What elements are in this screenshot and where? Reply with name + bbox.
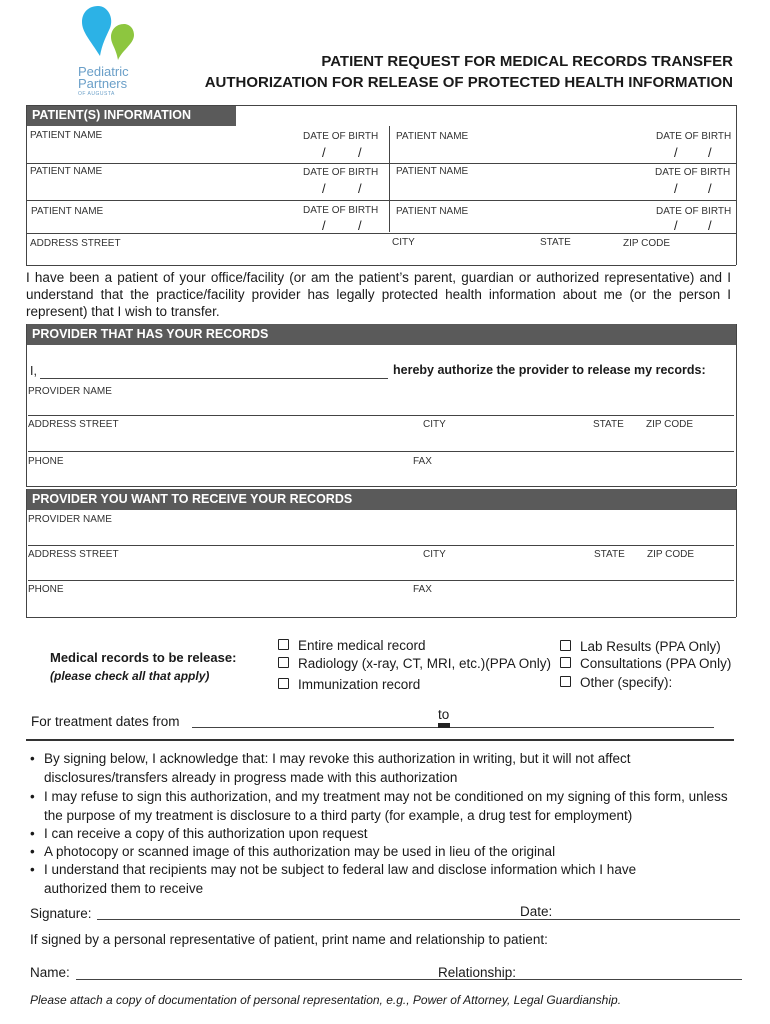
option-entire-record: Entire medical record: [298, 638, 426, 653]
treatment-dates-label: For treatment dates from: [31, 714, 180, 729]
dob-label-6: DATE OF BIRTH: [656, 206, 732, 217]
checkbox-icon: [560, 657, 571, 668]
form-title-line2: AUTHORIZATION FOR RELEASE OF PROTECTED HEALTH INFORMATION: [204, 74, 733, 91]
dob-label-2: DATE OF BIRTH: [656, 131, 732, 142]
acknowledge-bullet-2: • I may refuse to sign this authorization, and my treatment may not be conditioned on my signing of this form, unless the purpose of my treatment is disclosure to a third party (for example, a drug test for employment): [30, 789, 728, 823]
provider-receive-address-label: ADDRESS STREET: [28, 549, 119, 560]
checkbox-other[interactable]: [560, 675, 672, 690]
footer-note: Please attach a copy of documentation of personal representation, e.g., Power of Attorney, Legal Guardianship.: [30, 993, 622, 1007]
name-line[interactable]: [76, 979, 742, 980]
checkbox-entire-record[interactable]: [278, 638, 426, 653]
to-marker: [438, 723, 450, 728]
form-title-line1: PATIENT REQUEST FOR MEDICAL RECORDS TRANSFER: [321, 53, 733, 70]
checkbox-icon: [278, 657, 289, 668]
dob-sep: /: [322, 218, 326, 233]
records-label: Medical records to be release:: [50, 650, 237, 665]
provider-receive-address-line[interactable]: [28, 580, 734, 581]
dob-label-1: DATE OF BIRTH: [303, 131, 379, 142]
patient-name-label-6: PATIENT NAME: [396, 206, 469, 217]
dob-label-5: DATE OF BIRTH: [303, 205, 379, 216]
bullet-text: I may refuse to sign this authorization, and my treatment may not be conditioned on my signing of this form, unless the purpose of my treatment is disclosure to a third party (for example, a drug test for employment): [44, 789, 728, 823]
bullet-text: A photocopy or scanned image of this authorization may be used in lieu of the original: [44, 844, 556, 859]
provider-receive-city-label: CITY: [423, 549, 446, 560]
dob-label-4: DATE OF BIRTH: [655, 167, 731, 178]
representative-note: If signed by a personal representative of patient, print name and relationship to patient:: [30, 932, 548, 947]
patient-statement: I have been a patient of your office/facility (or am the patient’s parent, guardian or authorized representative) and I understand that the practice/facility provider has legally protected health information about me (or the person I represent) that I wish to transfer.: [26, 270, 731, 319]
relationship-label: Relationship:: [438, 965, 517, 980]
dob-sep: /: [358, 218, 362, 233]
option-radiology: Radiology (x-ray, CT, MRI, etc.)(PPA Only): [298, 656, 552, 671]
provider-has-zip-label: ZIP CODE: [646, 419, 694, 430]
provider-has-phone-label: PHONE: [28, 456, 64, 467]
patient-name-label-5: PATIENT NAME: [31, 206, 104, 217]
checkbox-icon: [560, 640, 571, 651]
authorizer-name-line[interactable]: [40, 378, 388, 379]
treatment-to-label: to: [438, 707, 450, 722]
name-label: Name:: [30, 965, 70, 980]
date-label: Date:: [520, 904, 553, 919]
provider-has-fax-label: FAX: [413, 456, 432, 467]
signature-label: Signature:: [30, 906, 92, 921]
provider-receive-header: PROVIDER YOU WANT TO RECEIVE YOUR RECORDS: [26, 489, 736, 510]
patient-name-label-3: PATIENT NAME: [30, 166, 103, 177]
patient-zip-label: ZIP CODE: [623, 238, 671, 249]
option-other: Other (specify):: [580, 675, 673, 690]
provider-receive-state-label: STATE: [594, 549, 625, 560]
checkbox-icon: [278, 639, 289, 650]
patient-name-label-4: PATIENT NAME: [396, 166, 469, 177]
option-immunization: Immunization record: [298, 677, 421, 692]
checkbox-immunization[interactable]: [278, 677, 420, 692]
authorizer-i-label: I,: [30, 364, 37, 378]
acknowledge-bullet-1: • By signing below, I acknowledge that: I may revoke this authorization in writing, but it will not affect disclosures/transfers already in progress made with this authorization: [30, 751, 631, 785]
provider-receive-zip-label: ZIP CODE: [647, 549, 695, 560]
logo-mark-icon: [80, 4, 140, 64]
dob-sep: /: [322, 145, 326, 160]
acknowledge-bullet-3: • I can receive a copy of this authorization upon request: [30, 826, 368, 841]
logo-line3: OF AUGUSTA: [78, 91, 115, 97]
patient-address-label: ADDRESS STREET: [30, 238, 121, 249]
patient-name-label-2: PATIENT NAME: [396, 131, 469, 142]
bullet-text: I can receive a copy of this authorization upon request: [44, 826, 368, 841]
dob-sep: /: [708, 181, 712, 196]
provider-receive-fax-label: FAX: [413, 584, 432, 595]
patient-info-header: PATIENT(S) INFORMATION: [26, 105, 236, 126]
provider-receive-name-line[interactable]: [28, 545, 734, 546]
records-sublabel: (please check all that apply): [50, 669, 210, 683]
option-lab-results: Lab Results (PPA Only): [580, 639, 721, 654]
provider-has-address-line[interactable]: [28, 451, 734, 452]
authorize-text: hereby authorize the provider to release my records:: [393, 363, 706, 377]
dob-sep: /: [322, 181, 326, 196]
patient-state-label: STATE: [540, 237, 571, 248]
signature-line[interactable]: [97, 919, 740, 920]
provider-has-name-label: PROVIDER NAME: [28, 386, 112, 397]
option-consultations: Consultations (PPA Only): [580, 656, 732, 671]
bullet-text: I understand that recipients may not be subject to federal law and disclose information which I have authorized them to receive: [44, 862, 637, 896]
checkbox-radiology[interactable]: [278, 656, 551, 671]
provider-has-address-label: ADDRESS STREET: [28, 419, 119, 430]
dob-sep: /: [674, 181, 678, 196]
provider-receive-name-label: PROVIDER NAME: [28, 514, 112, 525]
acknowledge-bullet-5: • I understand that recipients may not be subject to federal law and disclose information which I have authorized them to receive: [30, 862, 637, 896]
provider-has-state-label: STATE: [593, 419, 624, 430]
bullet-text: By signing below, I acknowledge that: I may revoke this authorization in writing, but it will not affect disclosures/transfers already in progress made with this authorization: [44, 751, 631, 785]
provider-receive-phone-label: PHONE: [28, 584, 64, 595]
patient-name-label-1: PATIENT NAME: [30, 130, 103, 141]
logo-line2: Partners: [78, 76, 128, 91]
dob-label-3: DATE OF BIRTH: [303, 167, 379, 178]
dob-sep: /: [674, 145, 678, 160]
checkbox-lab-results[interactable]: [560, 639, 721, 654]
dob-sep: /: [358, 181, 362, 196]
dob-sep: /: [708, 218, 712, 233]
checkbox-icon: [278, 678, 289, 689]
logo: [78, 4, 148, 97]
dob-sep: /: [358, 145, 362, 160]
dob-sep: /: [708, 145, 712, 160]
treatment-from-line[interactable]: [192, 727, 714, 728]
dob-sep: /: [674, 218, 678, 233]
checkbox-icon: [560, 676, 571, 687]
provider-has-name-line[interactable]: [28, 415, 734, 416]
checkbox-consultations[interactable]: [560, 656, 731, 671]
provider-has-city-label: CITY: [423, 419, 446, 430]
logo-line1: Pediatric: [78, 64, 129, 79]
provider-has-header: PROVIDER THAT HAS YOUR RECORDS: [26, 324, 736, 345]
patient-city-label: CITY: [392, 237, 415, 248]
acknowledge-bullet-4: • A photocopy or scanned image of this authorization may be used in lieu of the original: [30, 844, 556, 859]
